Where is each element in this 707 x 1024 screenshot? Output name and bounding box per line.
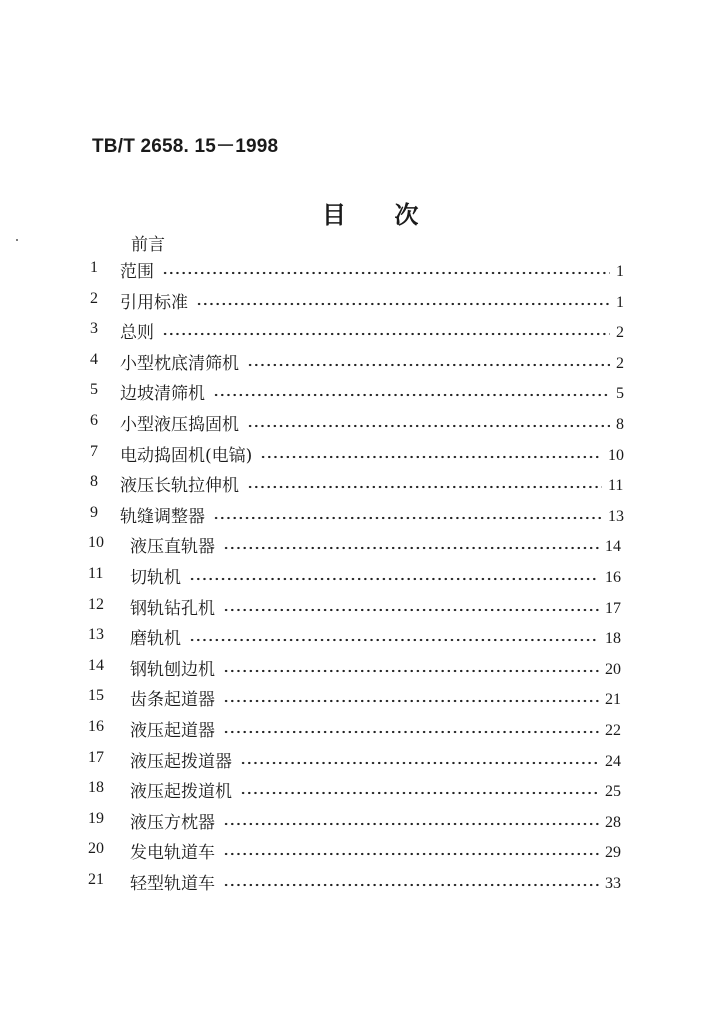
toc-entry-leader [247, 424, 610, 428]
toc-entry-number: 10 [88, 534, 104, 552]
toc-entry-number: 13 [88, 626, 104, 644]
toc-entry-leader [223, 852, 599, 856]
toc-entry[interactable] [0, 532, 707, 563]
standard-code: TB/T 2658. 15－1998 [92, 136, 279, 157]
toc-entry-number: 14 [88, 656, 104, 674]
toc-title: 目 次 [322, 201, 439, 229]
toc-list [0, 257, 707, 899]
toc-entry-leader [240, 761, 599, 765]
toc-entry-title: 小型枕底清筛机 [120, 353, 239, 374]
toc-entry[interactable] [0, 563, 707, 594]
toc-entry-page: 16 [605, 568, 621, 586]
toc-entry-leader [240, 791, 599, 795]
toc-entry-leader [189, 577, 599, 581]
toc-entry-leader [223, 822, 599, 826]
toc-entry-page: 8 [616, 415, 624, 433]
toc-entry-leader [223, 883, 599, 887]
toc-entry[interactable] [0, 838, 707, 869]
toc-entry[interactable] [0, 318, 707, 349]
toc-entry-number: 9 [90, 503, 98, 521]
toc-entry-number: 11 [88, 564, 104, 582]
toc-entry-number: 8 [90, 473, 98, 491]
toc-entry-title: 钢轨钻孔机 [130, 598, 215, 619]
toc-entry-page: 11 [608, 477, 624, 495]
toc-entry-number: 12 [88, 595, 104, 613]
toc-entry-leader [223, 699, 599, 703]
toc-entry-title: 液压方枕器 [130, 812, 215, 833]
toc-entry-page: 20 [605, 660, 621, 678]
toc-entry[interactable] [0, 349, 707, 380]
toc-preface: 前言 [131, 235, 165, 255]
toc-entry[interactable] [0, 685, 707, 716]
toc-entry-leader [162, 271, 610, 275]
toc-entry-title: 磨轨机 [130, 629, 181, 650]
toc-entry-title: 轻型轨道车 [130, 873, 215, 894]
toc-entry-leader [213, 393, 610, 397]
toc-entry-page: 21 [605, 691, 621, 709]
toc-entry-leader [189, 638, 599, 642]
toc-entry-number: 18 [88, 779, 104, 797]
scan-speck [16, 239, 18, 241]
toc-entry-number: 3 [90, 320, 98, 338]
toc-entry-leader [260, 455, 602, 459]
toc-entry-number: 6 [90, 411, 98, 429]
toc-entry[interactable] [0, 471, 707, 502]
toc-entry-page: 14 [605, 538, 621, 556]
toc-entry-title: 边坡清筛机 [120, 384, 205, 405]
toc-entry-number: 16 [88, 717, 104, 735]
toc-entry-number: 20 [88, 840, 104, 858]
toc-entry[interactable] [0, 594, 707, 625]
toc-entry-leader [213, 516, 602, 520]
toc-entry[interactable] [0, 716, 707, 747]
toc-entry-leader [223, 608, 599, 612]
toc-entry-number: 2 [90, 289, 98, 307]
toc-entry-number: 5 [90, 381, 98, 399]
toc-entry-title: 钢轨刨边机 [130, 659, 215, 680]
toc-entry-page: 24 [605, 752, 621, 770]
toc-entry[interactable] [0, 808, 707, 839]
toc-entry-title: 轨缝调整器 [120, 506, 205, 527]
toc-entry-page: 1 [616, 263, 624, 280]
toc-entry[interactable] [0, 502, 707, 533]
toc-entry-number: 4 [90, 350, 98, 368]
toc-entry-number: 1 [90, 259, 98, 276]
toc-entry-page: 2 [616, 324, 624, 342]
toc-entry-leader [162, 332, 610, 336]
toc-entry[interactable] [0, 288, 707, 319]
toc-entry-page: 28 [605, 813, 621, 831]
toc-entry-number: 15 [88, 687, 104, 705]
toc-entry[interactable] [0, 624, 707, 655]
toc-entry-title: 引用标准 [120, 292, 188, 313]
toc-entry-page: 5 [616, 385, 624, 403]
toc-entry-page: 2 [616, 354, 624, 372]
toc-entry-page: 17 [605, 599, 621, 617]
toc-entry-leader [223, 546, 599, 550]
toc-entry[interactable] [0, 257, 707, 288]
toc-entry[interactable] [0, 441, 707, 472]
toc-entry-title: 总则 [120, 323, 154, 344]
toc-entry-page: 25 [605, 783, 621, 801]
toc-entry-page: 1 [616, 293, 624, 311]
toc-entry-number: 7 [90, 442, 98, 460]
toc-entry-leader [223, 669, 599, 673]
toc-entry-page: 18 [605, 630, 621, 648]
toc-entry-page: 33 [605, 874, 621, 892]
toc-entry-leader [196, 302, 610, 306]
toc-entry[interactable] [0, 379, 707, 410]
toc-entry-title: 小型液压捣固机 [120, 414, 239, 435]
toc-entry-title: 齿条起道器 [130, 690, 215, 711]
toc-entry[interactable] [0, 410, 707, 441]
toc-entry-number: 17 [88, 748, 104, 766]
toc-entry-page: 10 [608, 446, 624, 464]
toc-entry-page: 22 [605, 721, 621, 739]
toc-entry-number: 19 [88, 809, 104, 827]
toc-entry-leader [223, 730, 599, 734]
toc-entry-title: 液压直轨器 [130, 537, 215, 558]
toc-entry-title: 电动捣固机(电镐) [120, 445, 253, 466]
toc-entry-number: 21 [88, 870, 104, 888]
toc-entry-leader [247, 485, 602, 489]
toc-entry-leader [247, 363, 610, 367]
toc-entry-title: 液压起道器 [130, 720, 215, 741]
toc-entry-title: 液压长轨拉伸机 [120, 476, 239, 497]
toc-entry-page: 29 [605, 844, 621, 862]
toc-entry-title: 液压起拨道机 [130, 782, 232, 803]
toc-entry-title: 切轨机 [130, 567, 181, 588]
toc-entry[interactable] [0, 777, 707, 808]
toc-entry[interactable] [0, 869, 707, 900]
toc-entry-title: 范围 [120, 262, 154, 282]
toc-entry-page: 13 [608, 507, 624, 525]
toc-entry-title: 液压起拨道器 [130, 751, 232, 772]
toc-entry[interactable] [0, 747, 707, 778]
toc-entry[interactable] [0, 655, 707, 686]
toc-entry-title: 发电轨道车 [130, 843, 215, 864]
